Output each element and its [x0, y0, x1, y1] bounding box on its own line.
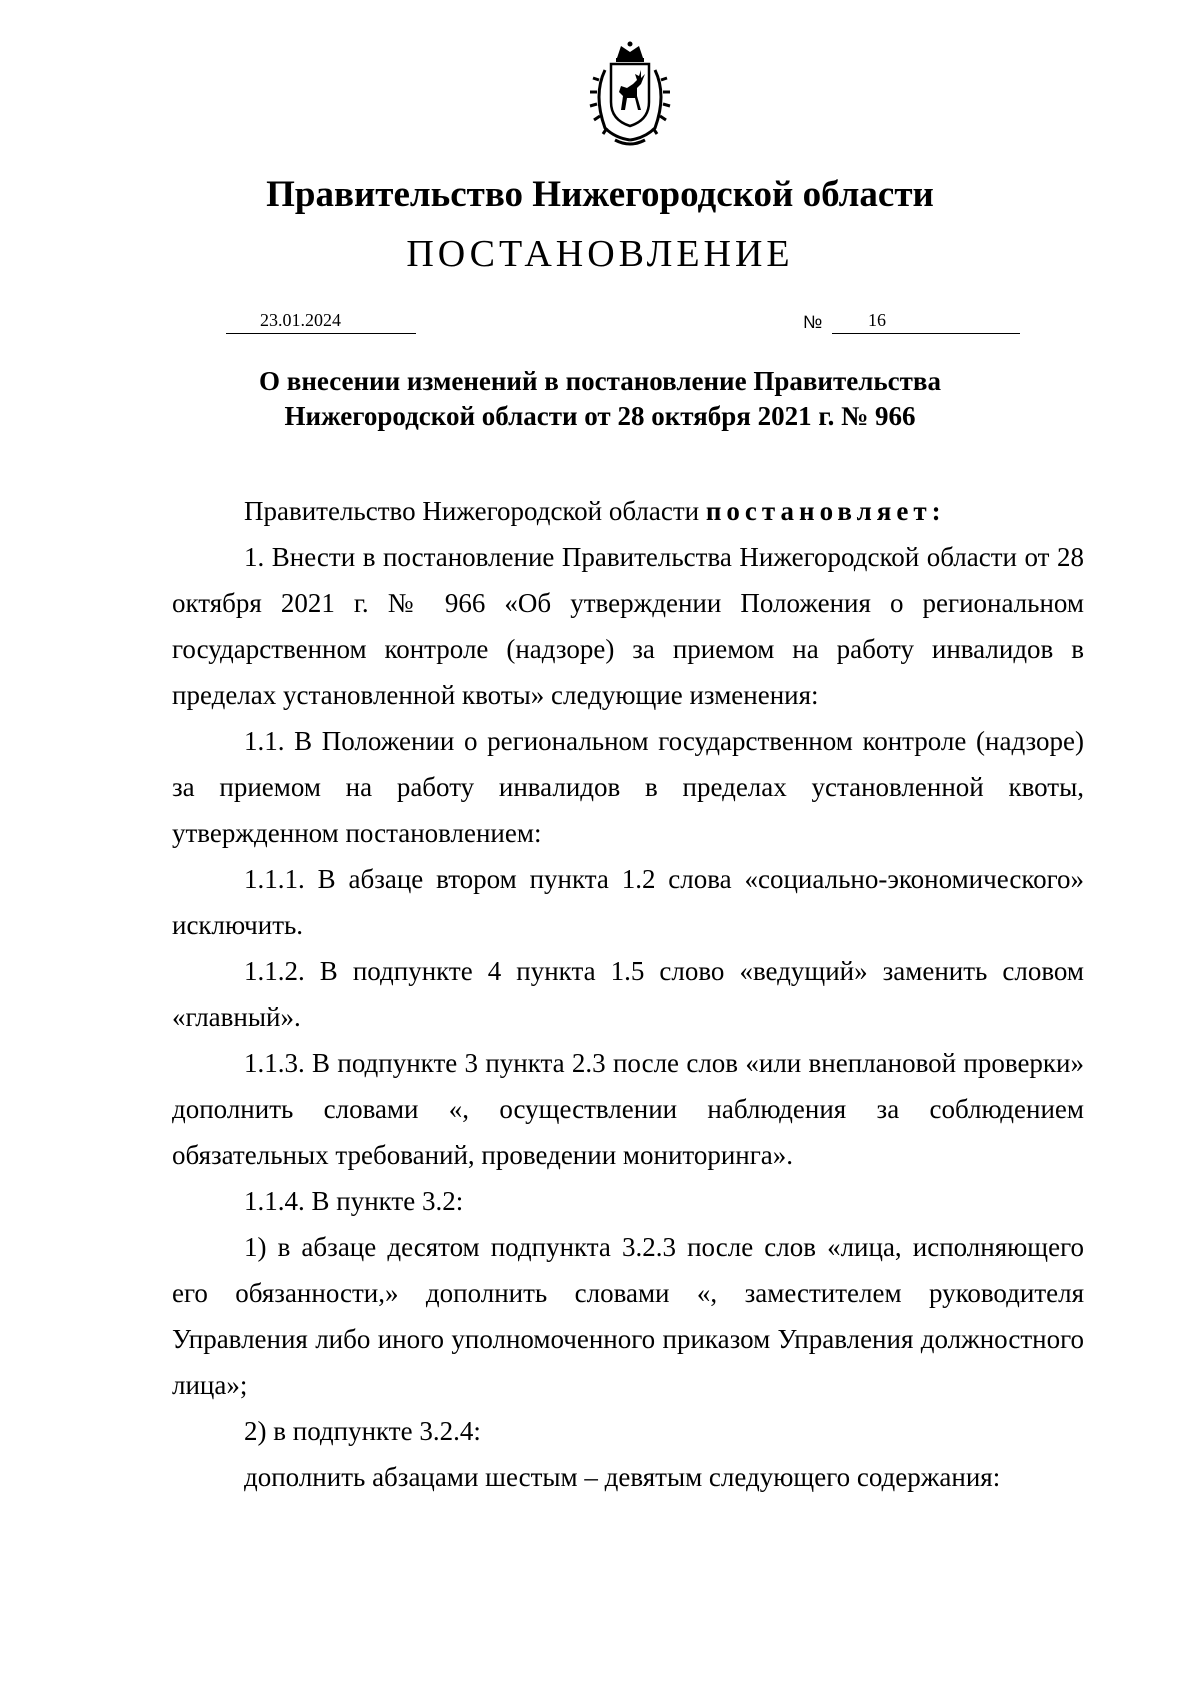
subject-line-1: О внесении изменений в постановление Правительства [259, 366, 941, 396]
number-sign: № [803, 312, 823, 332]
document-date: 23.01.2024 [260, 310, 341, 330]
subitem-3: дополнить абзацами шестым – девятым следующего содержания: [244, 1462, 1001, 1492]
document-subject [0, 364, 1200, 434]
paragraph-1: 1. Внести в постановление Правительства Нижегородской области от 28 октября 2021 г. № 966 «Об утверждении Положения о региональном государственном контроле (надзоре) за приемом на работу инвалидов в пределах установленной квоты» следующие изменения: [172, 542, 1084, 710]
preamble-paragraph [172, 488, 1084, 534]
preamble-verb: постановляет: [705, 496, 946, 526]
subject-line-2: Нижегородской области от 28 октября 2021 г. № 966 [284, 401, 916, 431]
paragraph-1-1-3: 1.1.3. В подпункте 3 пункта 2.3 после слов «или внеплановой проверки» дополнить словами «, осуществлении наблюдения за соблюдением обязательных требований, проведении мониторинга». [172, 1048, 1084, 1170]
coat-of-arms-icon [575, 40, 685, 150]
document-number-field [832, 305, 1020, 334]
document-type-title: ПОСТАНОВЛЕНИЕ [406, 233, 794, 275]
paragraph-1-1: 1.1. В Положении о региональном государственном контроле (надзоре) за приемом на работу инвалидов в пределах установленной квоты, утвержденном постановлением: [172, 726, 1084, 848]
document-body [172, 488, 1084, 1500]
organization-name: Правительство Нижегородской области [266, 174, 934, 215]
subitem-2: 2) в подпункте 3.2.4: [244, 1416, 481, 1446]
document-date-field [226, 305, 416, 334]
paragraph-1-1-1: 1.1.1. В абзаце втором пункта 1.2 слова «социально-экономического» исключить. [172, 864, 1084, 940]
paragraph-1-1-2: 1.1.2. В подпункте 4 пункта 1.5 слово «ведущий» заменить словом «главный». [172, 956, 1084, 1032]
preamble-text: Правительство Нижегородской области [244, 496, 706, 526]
subitem-1: 1) в абзаце десятом подпункта 3.2.3 после слов «лица, исполняющего его обязанности,» дополнить словами «, заместителем руководителя Управления либо иного уполномоченного приказом Управления должностного лица»; [172, 1232, 1084, 1400]
paragraph-1-1-4: 1.1.4. В пункте 3.2: [244, 1186, 464, 1216]
document-number: 16 [868, 310, 886, 330]
